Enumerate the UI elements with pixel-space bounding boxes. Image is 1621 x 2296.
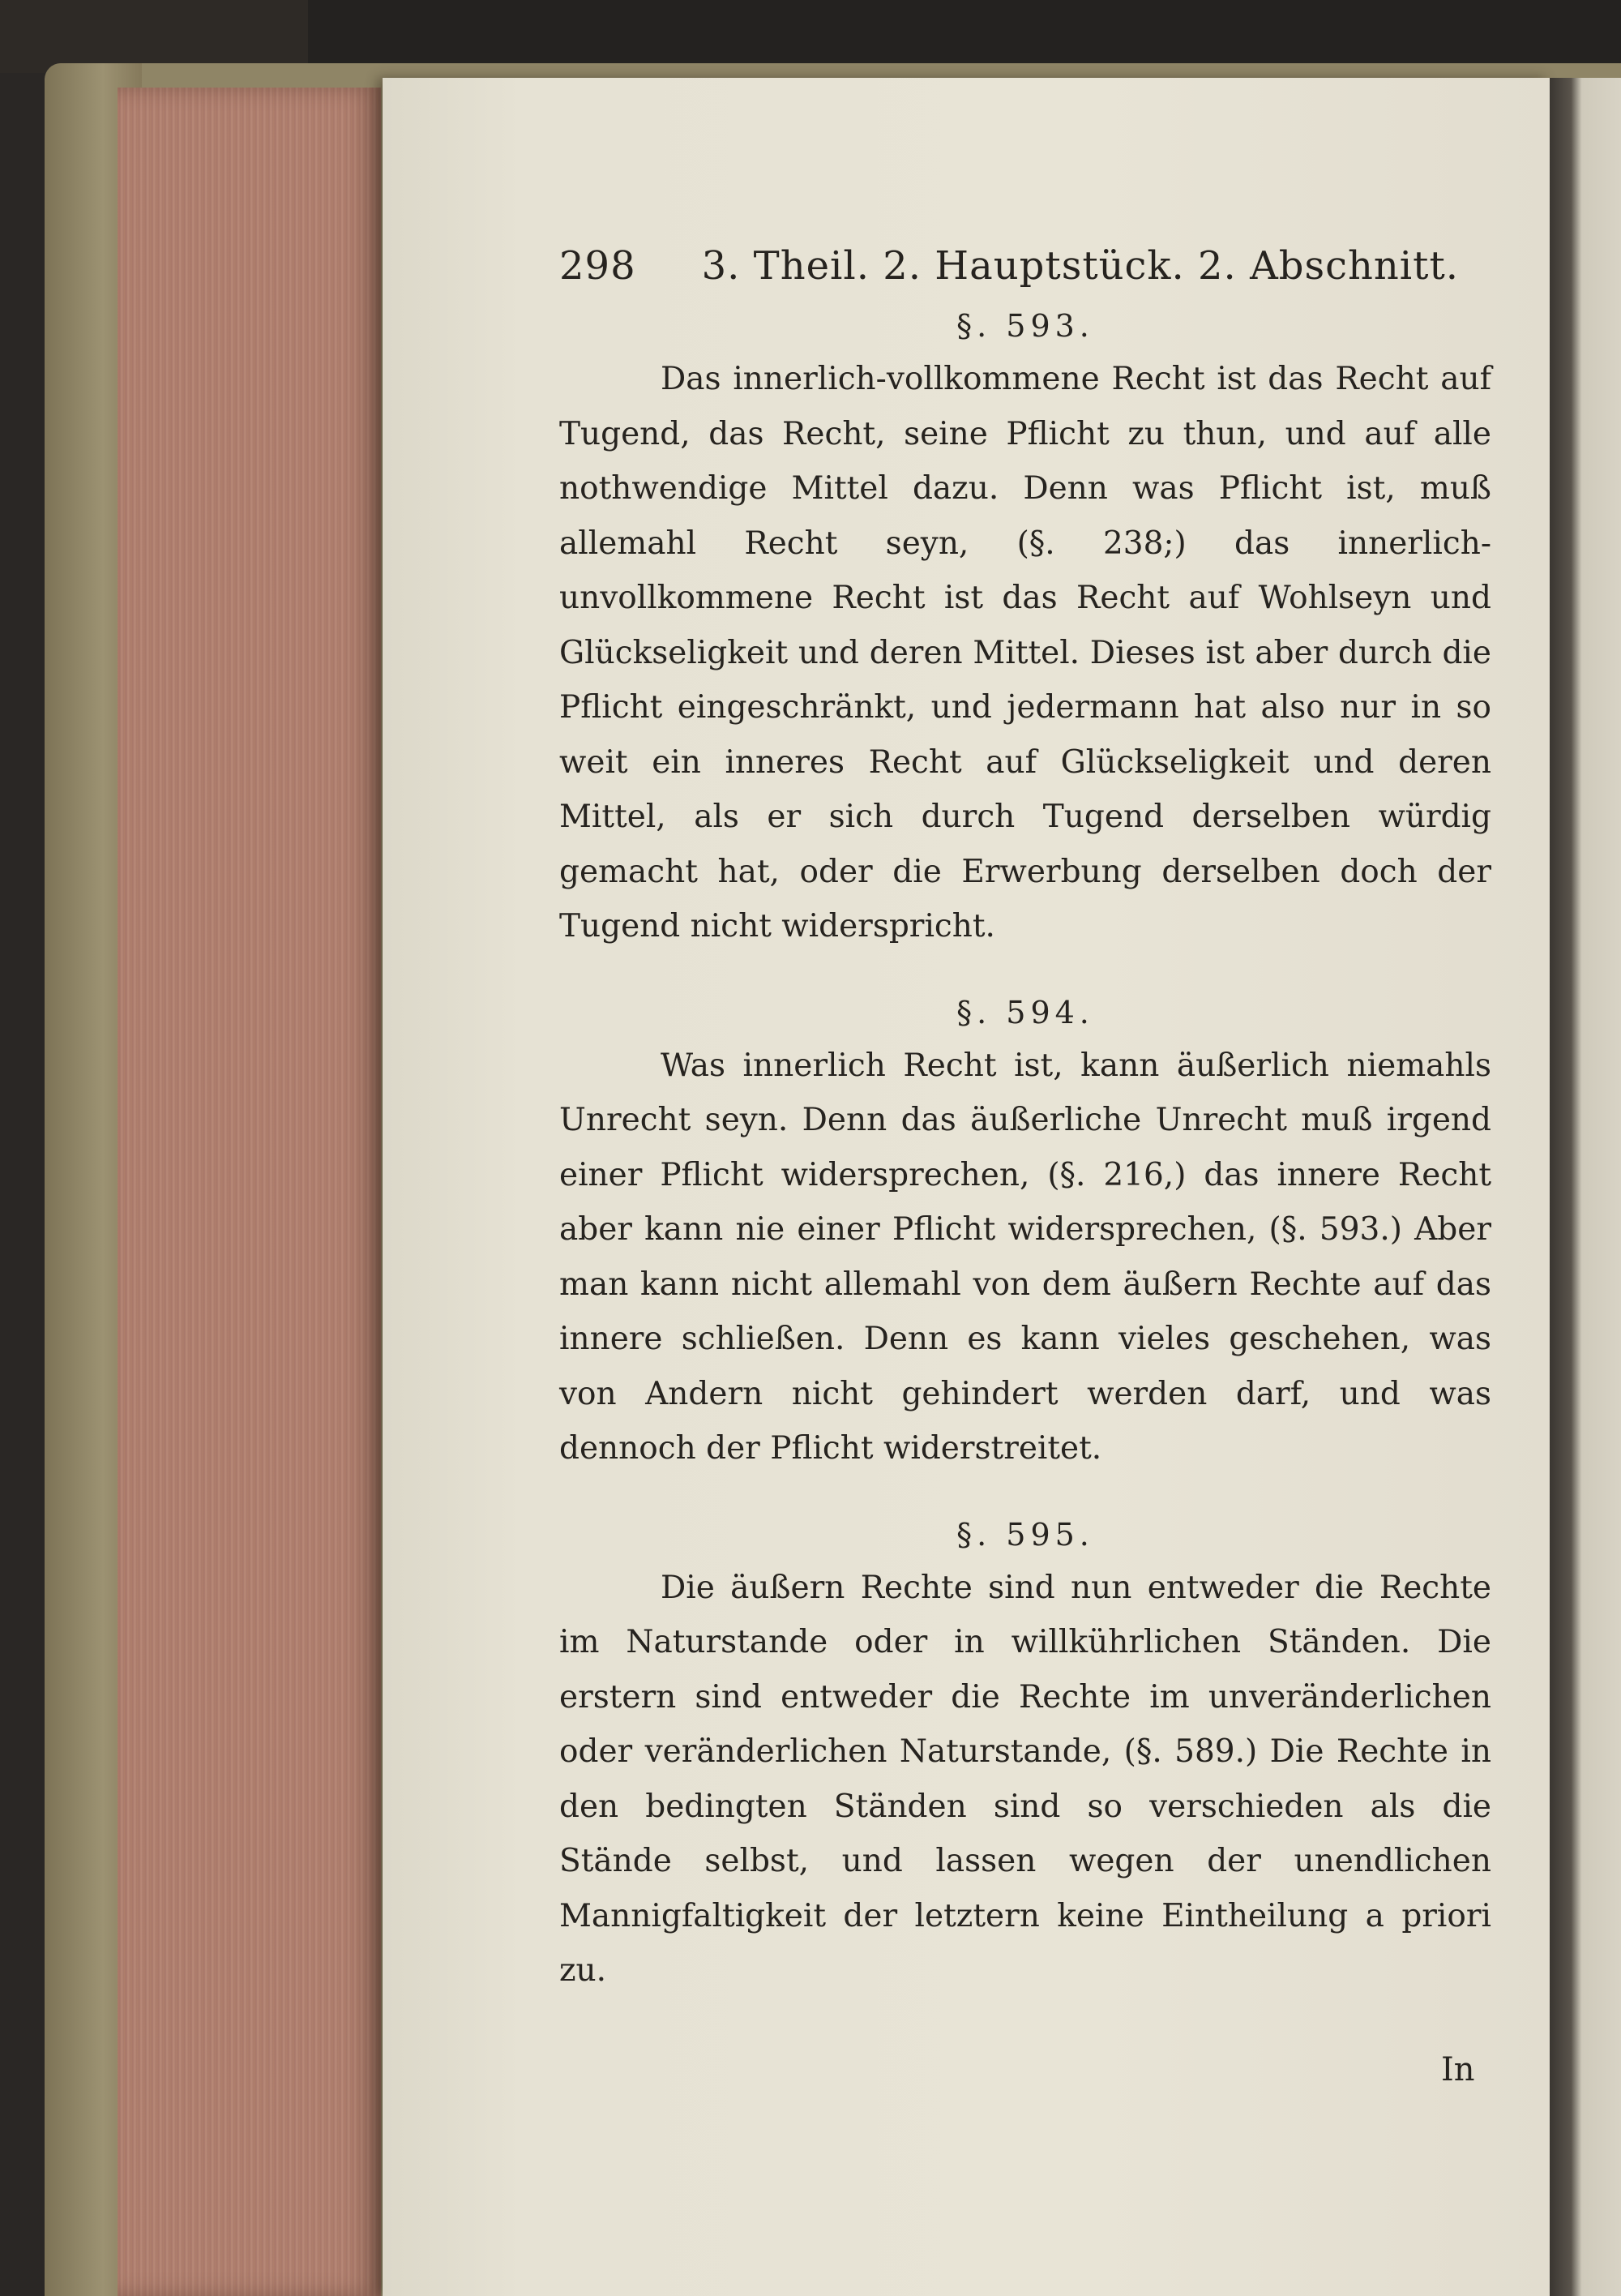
facing-page-edge (1550, 78, 1621, 2296)
section-593 (559, 308, 1491, 954)
running-header (559, 243, 1459, 289)
section-595 (559, 1517, 1491, 1998)
page-number: 298 (559, 243, 636, 289)
background-top (308, 0, 1621, 65)
running-title: 3. Theil. 2. Hauptstück. 2. Abschnitt. (701, 243, 1459, 289)
background-corner (0, 0, 308, 73)
section-text: Was innerlich Recht ist, kann äußerlich niemahls Unrecht seyn. Denn das äußerliche Unrecht muß irgend einer Pflicht widersprechen, (§. 216,) das innere Recht aber kann nie einer Pflicht widersprechen, (§. 593.) Aber man kann nicht allemahl von dem äußern Rechte auf das innere schließen. Denn es kann vieles geschehen, was von Andern nicht gehindert werden darf, und was dennoch der Pflicht widerstreitet. (559, 1047, 1491, 1467)
section-number: §. 593. (956, 308, 1094, 344)
page-content (559, 243, 1491, 1998)
section-number: §. 594. (956, 994, 1094, 1030)
section-text: Das innerlich-vollkommene Recht ist das Recht auf Tugend, das Recht, seine Pflicht zu thun, und auf alle nothwendige Mittel dazu. Denn was Pflicht ist, muß allemahl Recht seyn, (§. 238;) das innerlich-unvollkommene Recht ist das Recht auf Wohlseyn und Glückseligkeit und deren Mittel. Dieses ist aber durch die Pflicht eingeschränkt, und jedermann hat also nur in so weit ein inneres Recht auf Glückseligkeit und deren Mittel, als er sich durch Tugend derselben würdig gemacht hat, oder die Erwerbung derselben doch der Tugend nicht widerspricht. (559, 361, 1491, 945)
section-594 (559, 995, 1491, 1476)
catchword: In (1441, 2051, 1475, 2088)
section-text: Die äußern Rechte sind nun entweder die Rechte im Naturstande oder in willkührlichen Ständen. Die erstern sind entweder die Rechte im unveränderlichen oder veränderlichen Naturstande, (§. 589.) Die Rechte in den bedingten Ständen sind so verschieden als die Stände selbst, und lassen wegen der unendlichen Mannigfaltigkeit der letztern keine Eintheilung a priori zu. (559, 1569, 1491, 1989)
section-number: §. 595. (956, 1516, 1094, 1553)
page-block-edges (118, 88, 381, 2296)
